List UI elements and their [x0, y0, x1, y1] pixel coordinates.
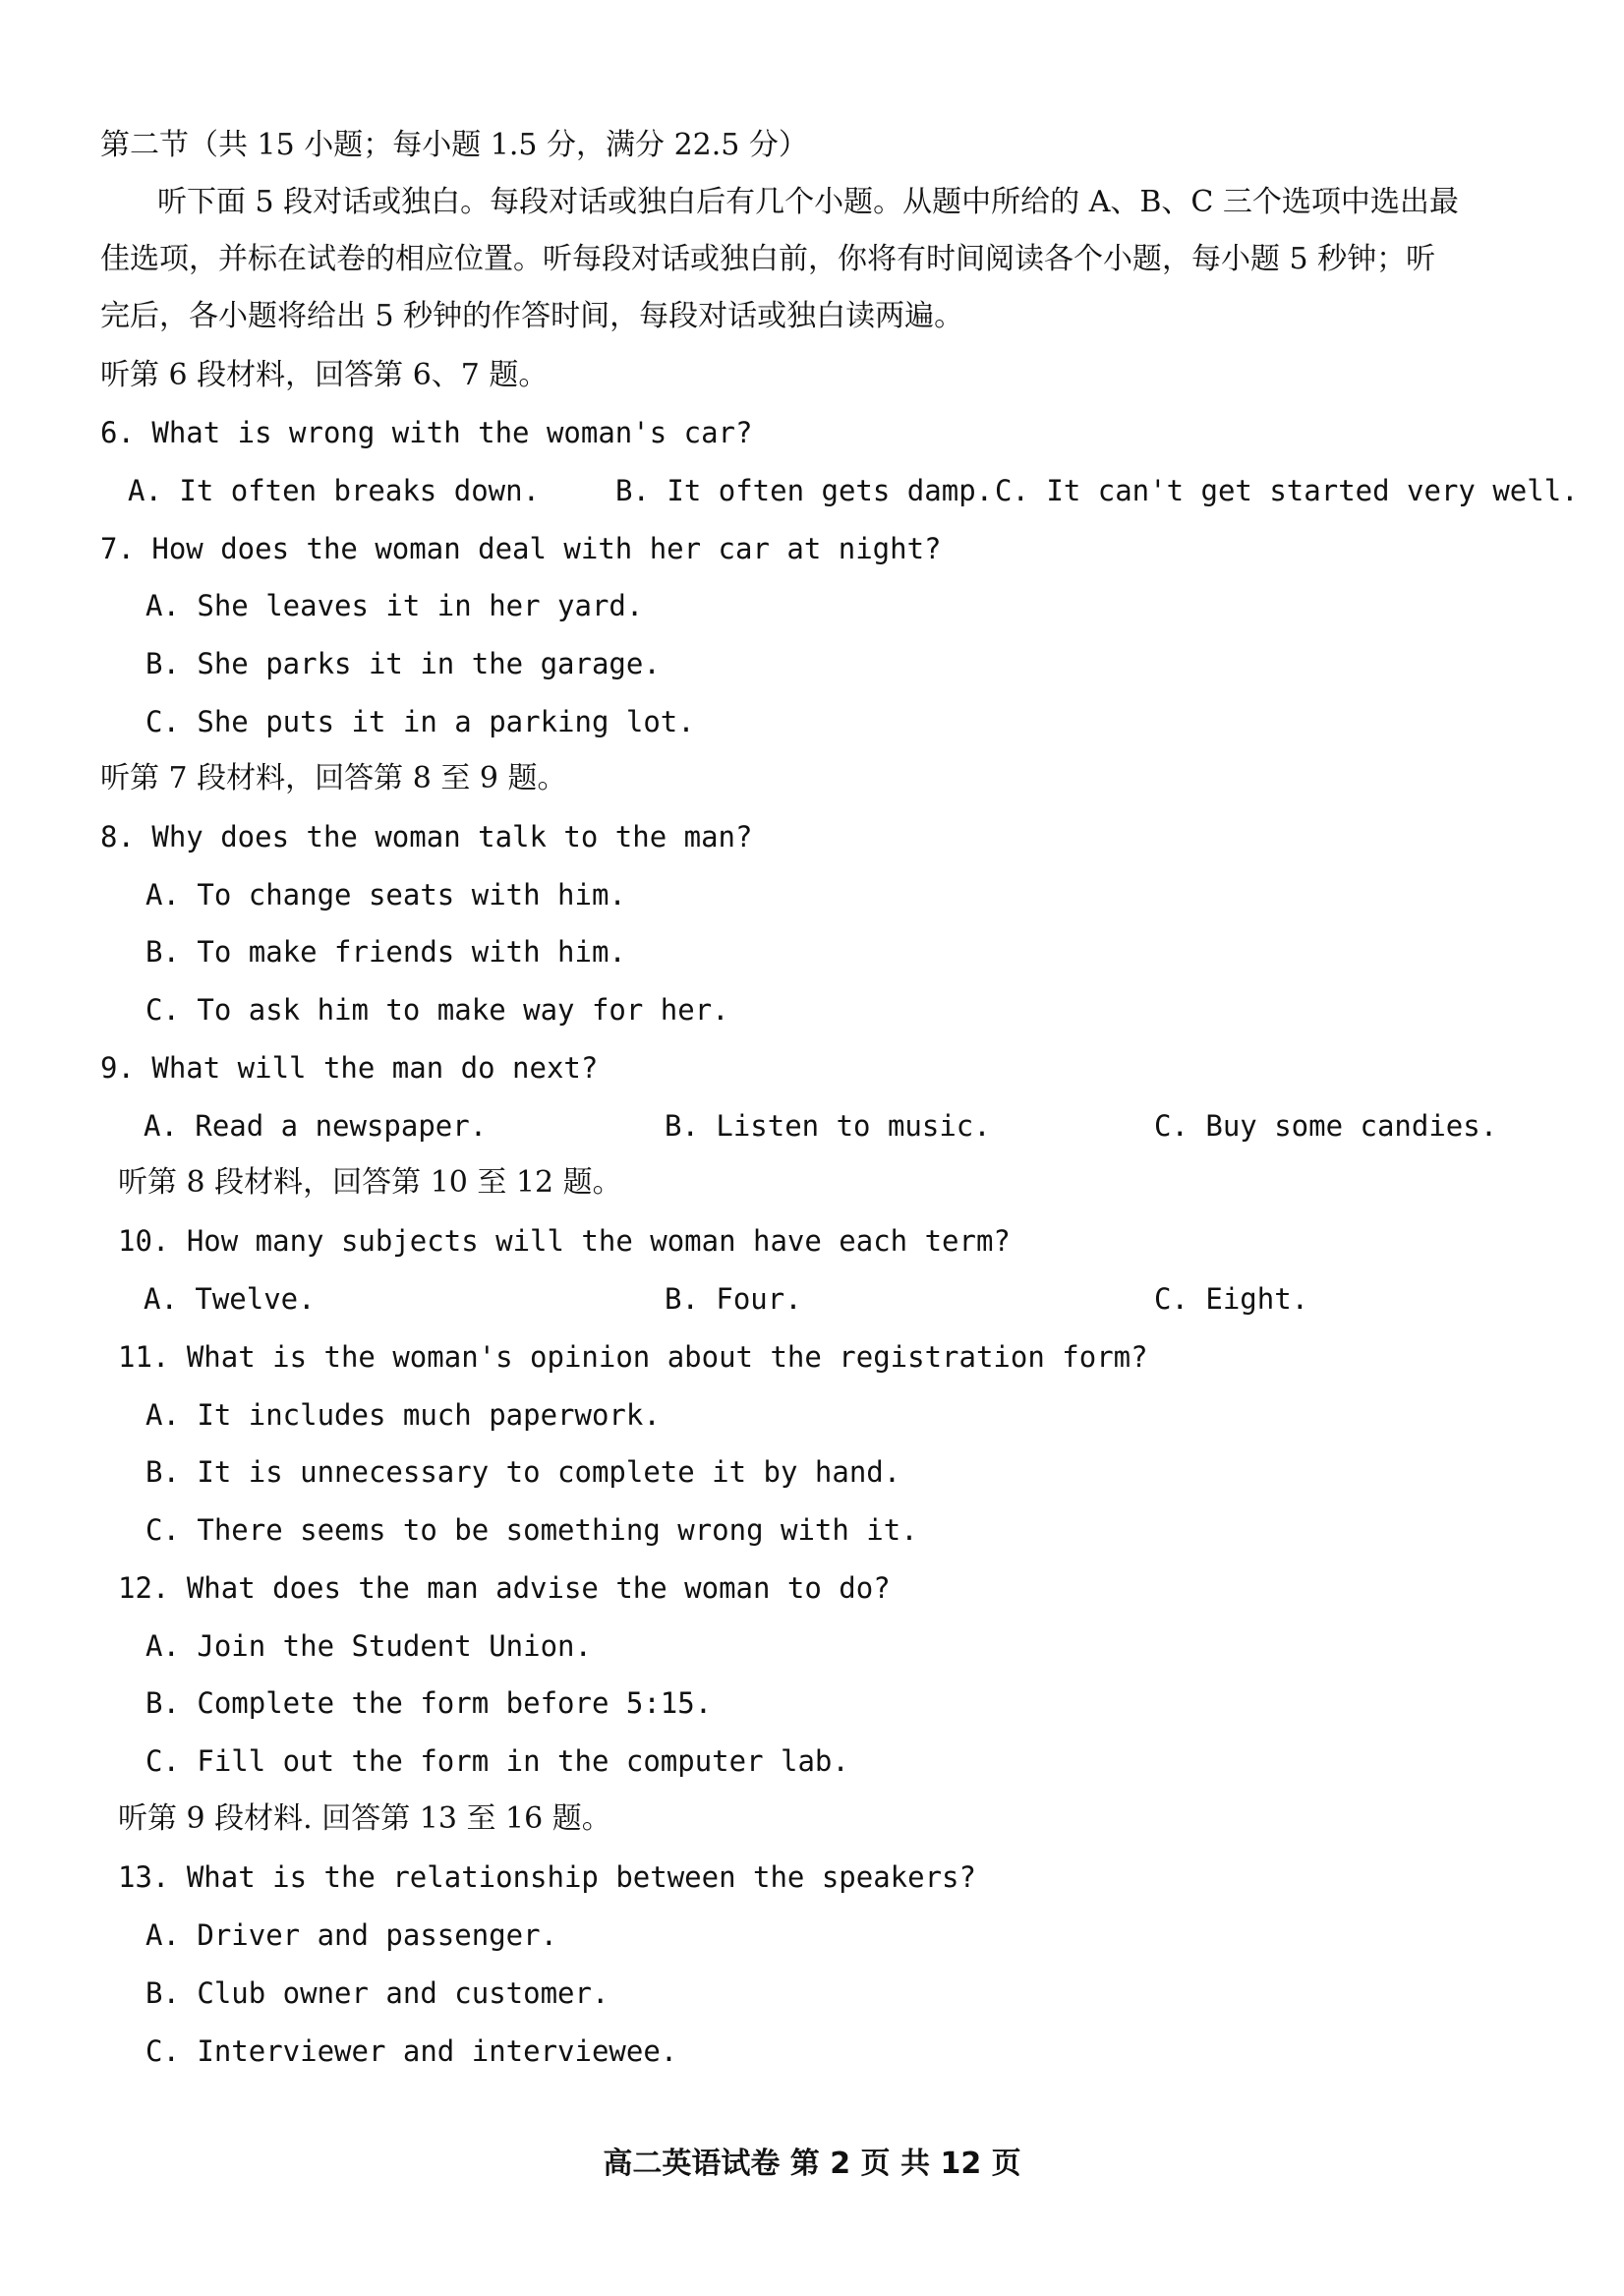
- group-heading-6: 听第 6 段材料，回答第 6、7 题。: [100, 358, 549, 392]
- option-13b: B. Club owner and customer.: [145, 1976, 609, 2010]
- question-12: 12. What does the man advise the woman to do?: [118, 1571, 891, 1605]
- option-6a: A. It often breaks down.: [128, 474, 541, 507]
- instruction-line-1: 听下面 5 段对话或独白。每段对话或独白后有几个小题。从题中所给的 A、B、C 三个选项中选出最: [157, 185, 1459, 219]
- group-heading-8: 听第 8 段材料，回答第 10 至 12 题。: [118, 1165, 622, 1200]
- question-11: 11. What is the woman's opinion about the registration form?: [118, 1340, 1148, 1374]
- option-7c: C. She puts it in a parking lot.: [145, 705, 695, 738]
- question-13: 13. What is the relationship between the speakers?: [118, 1860, 976, 1894]
- option-11b: B. It is unnecessary to complete it by hand.: [145, 1455, 901, 1489]
- option-7a: A. She leaves it in her yard.: [145, 589, 644, 622]
- page-footer: 高二英语试卷 第 2 页 共 12 页: [603, 2147, 1021, 2181]
- question-7: 7. How does the woman deal with her car at night?: [100, 532, 942, 565]
- options-row-6: [0, 471, 1624, 510]
- option-10c: C. Eight.: [1154, 1282, 1309, 1316]
- options-row-9: [0, 1106, 1624, 1146]
- question-9: 9. What will the man do next?: [100, 1051, 599, 1085]
- option-13a: A. Driver and passenger.: [145, 1918, 558, 1952]
- option-6c: C. It can't get started very well.: [995, 474, 1579, 507]
- group-heading-7: 听第 7 段材料，回答第 8 至 9 题。: [100, 761, 567, 795]
- option-8a: A. To change seats with him.: [145, 878, 626, 912]
- option-9a: A. Read a newspaper.: [144, 1109, 488, 1143]
- instruction-line-2: 佳选项，并标在试卷的相应位置。听每段对话或独白前，你将有时间阅读各个小题，每小题 5 秒钟；听: [100, 242, 1436, 276]
- option-13c: C. Interviewer and interviewee.: [145, 2034, 678, 2068]
- option-11c: C. There seems to be something wrong with it.: [145, 1513, 918, 1547]
- option-12c: C. Fill out the form in the computer lab.: [145, 1744, 849, 1778]
- option-8b: B. To make friends with him.: [145, 935, 626, 969]
- option-11a: A. It includes much paperwork.: [145, 1398, 661, 1432]
- option-10b: B. Four.: [665, 1282, 802, 1316]
- question-8: 8. Why does the woman talk to the man?: [100, 820, 753, 854]
- option-9c: C. Buy some candies.: [1154, 1109, 1498, 1143]
- option-12b: B. Complete the form before 5:15.: [145, 1686, 713, 1720]
- option-8c: C. To ask him to make way for her.: [145, 993, 729, 1027]
- instruction-line-3: 完后，各小题将给出 5 秒钟的作答时间，每段对话或独白读两遍。: [100, 299, 964, 333]
- option-9b: B. Listen to music.: [665, 1109, 991, 1143]
- question-10: 10. How many subjects will the woman have each term?: [118, 1224, 1011, 1258]
- group-heading-9: 听第 9 段材料. 回答第 13 至 16 题。: [118, 1801, 611, 1836]
- options-row-10: [0, 1279, 1624, 1319]
- option-7b: B. She parks it in the garage.: [145, 647, 661, 680]
- question-6: 6. What is wrong with the woman's car?: [100, 416, 753, 449]
- section-heading: 第二节（共 15 小题；每小题 1.5 分，满分 22.5 分）: [100, 128, 808, 162]
- option-6b: B. It often gets damp.: [615, 474, 994, 507]
- option-10a: A. Twelve.: [144, 1282, 316, 1316]
- option-12a: A. Join the Student Union.: [145, 1629, 592, 1663]
